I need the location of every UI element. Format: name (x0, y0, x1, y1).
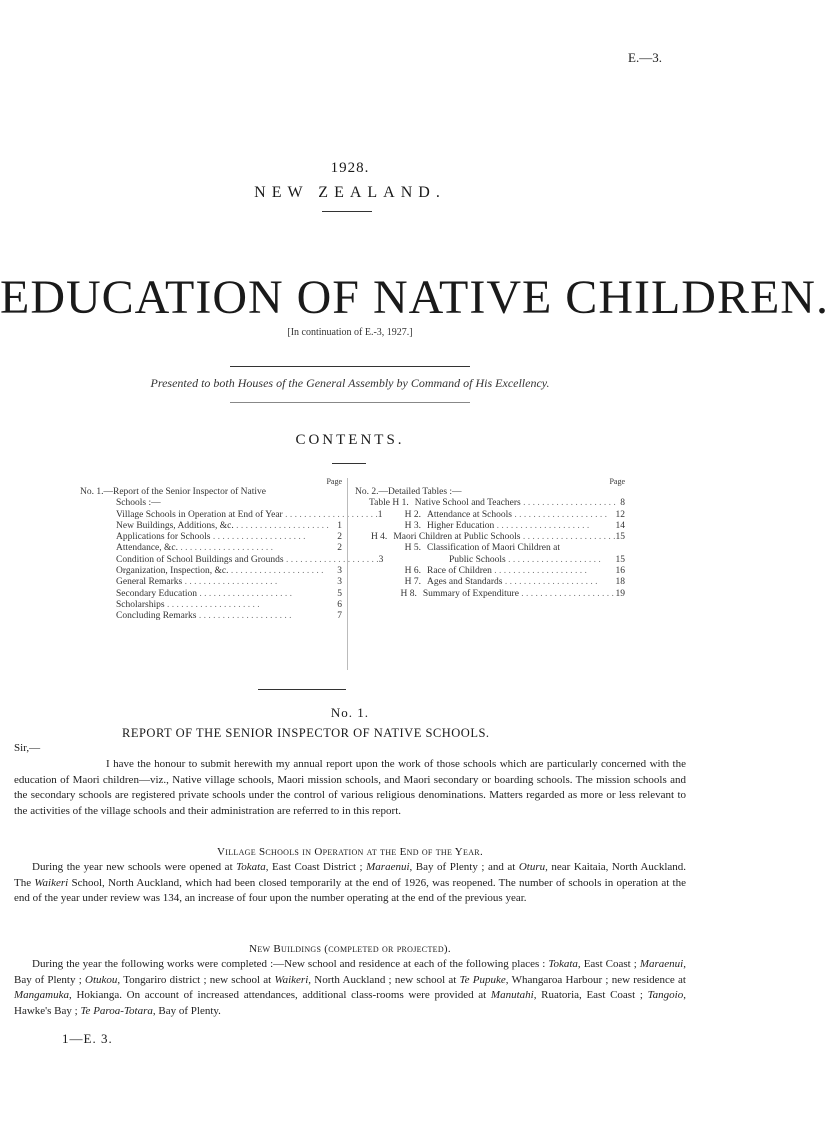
toc-entry-label: Attendance, &c. . . (116, 543, 330, 554)
toc-entry (116, 577, 342, 588)
toc-entry-label: Race of Children . . (427, 566, 613, 577)
toc-entry (116, 554, 384, 566)
toc-entry (367, 566, 625, 577)
report-number: No. 1. (330, 705, 370, 720)
toc-entry (116, 589, 342, 600)
toc-entry-label: Concluding Remarks . . (116, 611, 330, 622)
toc-entry-page: 16 (615, 566, 625, 577)
toc-entry-label: Native School and Teachers . . (415, 498, 616, 509)
toc-entry-page: 7 (337, 611, 342, 622)
toc-entry-code: H 2. (404, 509, 421, 520)
paragraph-text: , East Coast ; (577, 958, 640, 970)
paragraph-text: , North Auckland ; new school at (308, 973, 460, 986)
contents-column-divider (347, 478, 348, 670)
toc-entry-code: H 7. (404, 577, 421, 588)
toc-entry (367, 577, 625, 588)
toc-entry-page: 1 (377, 509, 383, 520)
country-heading: NEW ZEALAND. (254, 184, 446, 201)
toc-left-heading-cont: Schools :— (116, 498, 161, 509)
place-name: Waikeri (34, 876, 69, 889)
toc-entry-label: Public Schools . . (427, 555, 613, 566)
section-divider (258, 689, 346, 690)
place-name: Manutahi (490, 989, 534, 1002)
page-column-label: Page (609, 477, 625, 486)
paragraph-text: , Bay of Plenty. (152, 1004, 221, 1017)
place-name: Otukou (85, 973, 118, 986)
place-name: Mangamuka (14, 989, 69, 1002)
page-number: E.—3. (628, 50, 662, 65)
toc-entry-page: 15 (615, 532, 625, 543)
contents-heading: CONTENTS. (295, 432, 405, 448)
paragraph-text: , Ruatoria, East Coast ; (533, 989, 648, 1002)
toc-entry-code: Table H 1. (369, 498, 409, 509)
intro-paragraph (14, 757, 686, 819)
section-heading-village-schools: Village Schools in Operation at the End of the Year. (216, 846, 483, 858)
toc-entry-label: New Buildings, Additions, &c. . . (116, 521, 330, 532)
toc-entry-label: Ages and Standards . . (427, 577, 613, 588)
page-signature: 1—E. 3. (62, 1031, 113, 1046)
place-name: Te Paroa-Totara (80, 1004, 153, 1017)
toc-entry-page: 12 (615, 509, 625, 520)
toc-right-items (355, 498, 625, 600)
toc-entry-label: General Remarks . . (116, 577, 330, 588)
paragraph-text: , Tongariro district ; new school at (117, 973, 275, 986)
place-name: Maraenui (639, 958, 684, 970)
place-name: Te Pupuke (459, 973, 506, 986)
toc-entry (116, 509, 383, 521)
toc-entry (116, 521, 342, 532)
place-name: Tangoio (647, 989, 684, 1002)
title-divider-short (322, 211, 372, 212)
toc-entry-label: Scholarships . . (116, 600, 330, 611)
paragraph-text: During the year new schools were opened at (32, 861, 237, 873)
toc-entry-page: 2 (337, 532, 342, 543)
salutation: Sir,— (14, 742, 41, 754)
toc-entry-code (367, 555, 427, 566)
section-heading-new-buildings: New Buildings (completed or projected). (249, 943, 451, 955)
toc-entry-page: 3 (337, 566, 342, 577)
toc-entry-label: Attendance at Schools . . (427, 510, 613, 521)
intro-text: I have the honour to submit herewith my annual report upon the work of those schools which are particularly concerned with the education of Maori children—viz., Native village schools, Maori mission schools, and Maori secondary or boarding schools. The mission schools and the secondary schools are registered private schools under the control of various religious denominations. Matters regarded as more or less relevant to the activities of the village schools and their administration are referred to in this report. (14, 758, 686, 817)
toc-entry (367, 589, 625, 600)
toc-entry-page: 3 (337, 577, 342, 588)
toc-entry-code: H 4. (370, 532, 388, 543)
toc-entry-code: H 6. (404, 566, 421, 577)
toc-entry-page: 8 (620, 498, 625, 509)
toc-entry (367, 555, 625, 566)
year: 1928. (330, 160, 370, 176)
toc-entry-page: 15 (615, 554, 625, 565)
toc-entry-page: 18 (615, 577, 625, 588)
toc-entry-code: H 8. (400, 588, 417, 599)
toc-entry-page: 5 (337, 588, 342, 599)
paragraph-text: During the year the following works were completed :—New school and residence at each of the following places : (32, 958, 549, 970)
paragraph-text: , East Coast District ; (265, 861, 367, 873)
toc-entry-code: H 3. (404, 520, 421, 531)
paragraph-text: , Bay of Plenty ; (14, 958, 686, 986)
place-name: Oturu (518, 861, 546, 873)
toc-entry (367, 532, 625, 543)
village-schools-paragraph (14, 860, 686, 907)
document-title: EDUCATION OF NATIVE CHILDREN. (0, 271, 829, 324)
presented-line: Presented to both Houses of the General Assembly by Command of His Excellency. (150, 376, 550, 390)
toc-entry (367, 521, 625, 532)
paragraph-text: , Hawke's Bay ; (14, 989, 686, 1017)
toc-entry-label: Village Schools in Operation at End of Year . . (116, 510, 378, 521)
toc-entry-page: 1 (337, 520, 342, 531)
toc-entry (116, 532, 342, 543)
toc-entry-label: Organization, Inspection, &c. . . (116, 566, 330, 577)
place-name: Tokata (236, 861, 266, 873)
paragraph-text: , near Kaitaia, North Auckland. The (14, 861, 687, 889)
contents-underline (332, 463, 366, 464)
toc-right-heading: No. 2.—Detailed Tables :— (355, 487, 462, 497)
toc-entry (367, 510, 625, 521)
toc-entry-label: Secondary Education . . (116, 589, 330, 600)
toc-left-heading: No. 1.—Report of the Senior Inspector of Native (80, 487, 266, 497)
place-name: Tokata (548, 958, 578, 970)
toc-entry-label: Classification of Maori Children at (427, 543, 560, 554)
paragraph-text: , Hokianga. On account of increased attendances, additional class-rooms were provided at (69, 989, 491, 1002)
paragraph-text: , Whangaroa Harbour ; new residence at (505, 973, 686, 986)
toc-entry-page: 19 (615, 588, 625, 599)
toc-entry (116, 611, 342, 622)
toc-entry-page: 6 (337, 599, 342, 610)
toc-entry (367, 498, 625, 509)
toc-entry (367, 543, 625, 554)
contents-right-column (355, 476, 625, 600)
toc-entry-label: Condition of School Buildings and Grounds . . (116, 555, 379, 566)
report-title: REPORT OF THE SENIOR INSPECTOR OF NATIVE SCHOOLS. (122, 726, 490, 740)
toc-entry-page: 14 (615, 520, 625, 531)
toc-entry-code: H 5. (404, 543, 421, 554)
new-buildings-paragraph (14, 957, 686, 1019)
continuation-note: [In continuation of E.-3, 1927.] (287, 327, 413, 338)
paragraph-text: , Bay of Plenty ; and at (409, 861, 519, 873)
place-name: Maraenui (366, 861, 410, 873)
toc-entry-page: 3 (378, 554, 384, 565)
page-column-label: Page (326, 477, 342, 486)
toc-entry-label: Summary of Expenditure . . (423, 589, 614, 600)
place-name: Waikeri (274, 973, 309, 986)
toc-entry (116, 543, 342, 554)
divider-rule (230, 366, 470, 367)
toc-entry (116, 600, 342, 611)
toc-entry-page (613, 543, 625, 554)
toc-entry-page: 2 (337, 543, 342, 554)
divider-rule-dotted (230, 402, 470, 403)
toc-entry-label: Applications for Schools . . (116, 532, 330, 543)
toc-entry-label: Maori Children at Public Schools . . (393, 532, 615, 543)
toc-entry-label: Higher Education . . (427, 521, 613, 532)
toc-entry (116, 566, 342, 577)
paragraph-text: School, North Auckland, which had been closed temporarily at the end of 1926, was reopened. The number of schools in operation at the end of the year under review was 134, an increase of four upon the number operating at the end of the previous year. (14, 876, 686, 905)
